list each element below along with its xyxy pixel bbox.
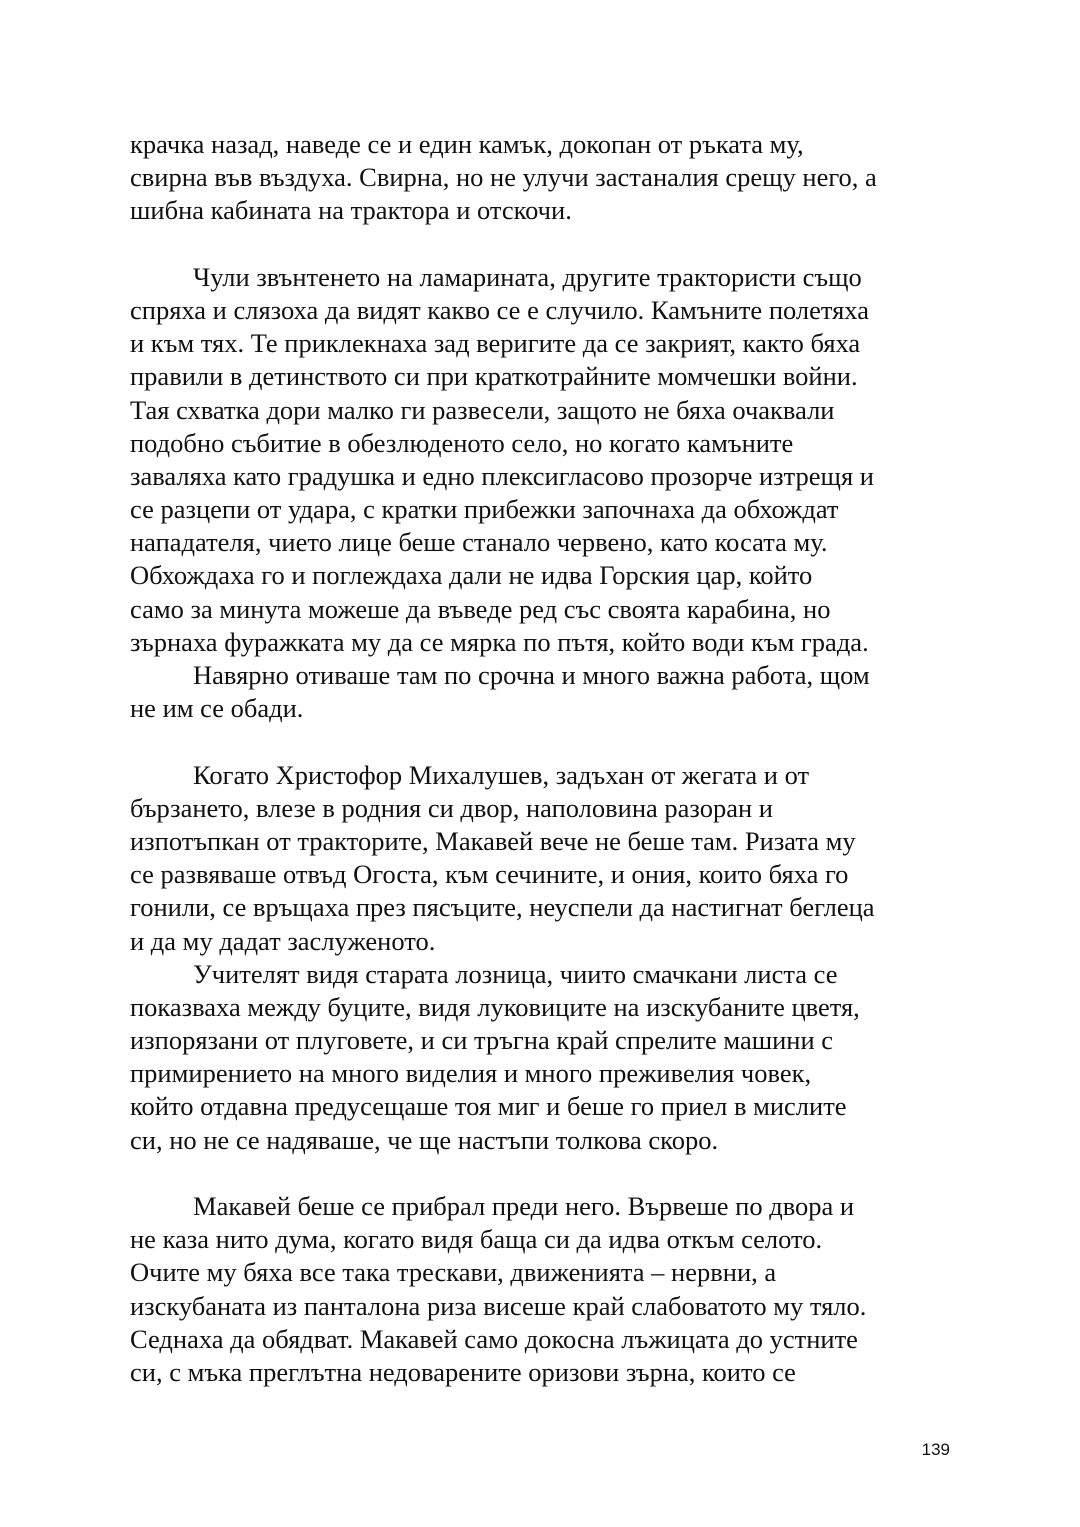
text-line: бързането, влезе в родния си двор, наполовина разоран и (130, 792, 773, 823)
paragraph-start-line: Макавей беше се прибрал преди него. Вървеше по двора и (193, 1191, 855, 1221)
text-line: шибна кабината на трактора и отскочи. (130, 195, 572, 226)
paragraph-start-line: Когато Христофор Михалушев, задъхан от жегата и от (193, 759, 810, 790)
page-number: 139 (921, 1440, 950, 1459)
blank-line (130, 228, 960, 261)
text-line: примирението на много виделия и много преживелия човек, (130, 1058, 812, 1089)
text-line: си, с мъка преглътна недоварените оризови зърна, които се (130, 1356, 796, 1387)
blank-line (130, 725, 960, 758)
text-line: не каза нито дума, когато видя баща си да идва откъм селото. (130, 1224, 823, 1255)
text-line: изскубаната из панталона риза висеше край слабоватото му тяло. (130, 1290, 867, 1321)
text-line: Обхождаха го и поглеждаха дали не идва Горския цар, който (130, 560, 813, 591)
text-line: зърнаха фуражката му да се мярка по пътя, който води към града. (130, 626, 869, 657)
text-line: гонили, се връщаха през пясъците, неуспели да настигнат беглеца (130, 892, 875, 923)
text-line: само за минута можеше да въведе ред със своята карабина, но (130, 593, 831, 624)
body-text (130, 128, 960, 1389)
text-line: крачка назад, наведе се и един камък, докопан от ръката му, (130, 129, 804, 159)
text-line: се разцепи от удара, с кратки прибежки започнаха да обхождат (130, 494, 839, 525)
text-line: си, но не се надяваше, че ще настъпи толкова скоро. (130, 1124, 719, 1155)
text-line: не им се обади. (130, 693, 304, 724)
paragraph-start-line: Учителят видя старата лозница, чиито смачкани листа се (193, 958, 838, 989)
text-line: изпотъпкан от тракторите, Макавей вече не беше там. Ризата му (130, 825, 856, 856)
text-line: изпорязани от плуговете, и си тръгна край спрелите машини с (130, 1025, 834, 1056)
text-line: и към тях. Те приклекнаха зад веригите да се закрият, както бяха (130, 328, 861, 359)
text-line: Очите му бяха все така трескави, движенията – нервни, а (130, 1257, 777, 1288)
text-line: и да му дадат заслуженото. (130, 925, 436, 956)
paragraph-start-line: Навярно отиваше там по срочна и много важна работа, щом (193, 660, 870, 690)
text-line: Седнаха да обядват. Макавей само докосна лъжицата до устните (130, 1323, 858, 1354)
text-line: показваха между буците, видя луковиците на изскубаните цветя, (130, 991, 860, 1022)
text-line: който отдавна предусещаше тоя миг и беше го приел в мислите (130, 1091, 847, 1122)
text-line: се развяваше отвъд Огоста, към сечините, и ония, които бяха го (130, 859, 849, 890)
text-line: нападателя, чието лице беше станало червено, като косата му. (130, 527, 828, 558)
text-line: подобно събитие в обезлюденото село, но когато камъните (130, 427, 794, 458)
text-line: свирна във въздуха. Свирна, но не улучи застаналия срещу него, а (130, 162, 877, 193)
text-line: Тая схватка дори малко ги развесели, защото не бяха очаквали (130, 394, 835, 425)
paragraph-start-line: Чули звънтенето на ламарината, другите трактористи също (193, 261, 862, 292)
text-line: правили в детинството си при краткотрайните момчешки войни. (130, 361, 858, 392)
text-line: спряха и слязоха да видят какво се е случило. Камъните полетяха (130, 294, 869, 325)
blank-line (130, 1157, 960, 1190)
text-line: заваляха като градушка и едно плексигласово прозорче изтрещя и (130, 460, 874, 491)
